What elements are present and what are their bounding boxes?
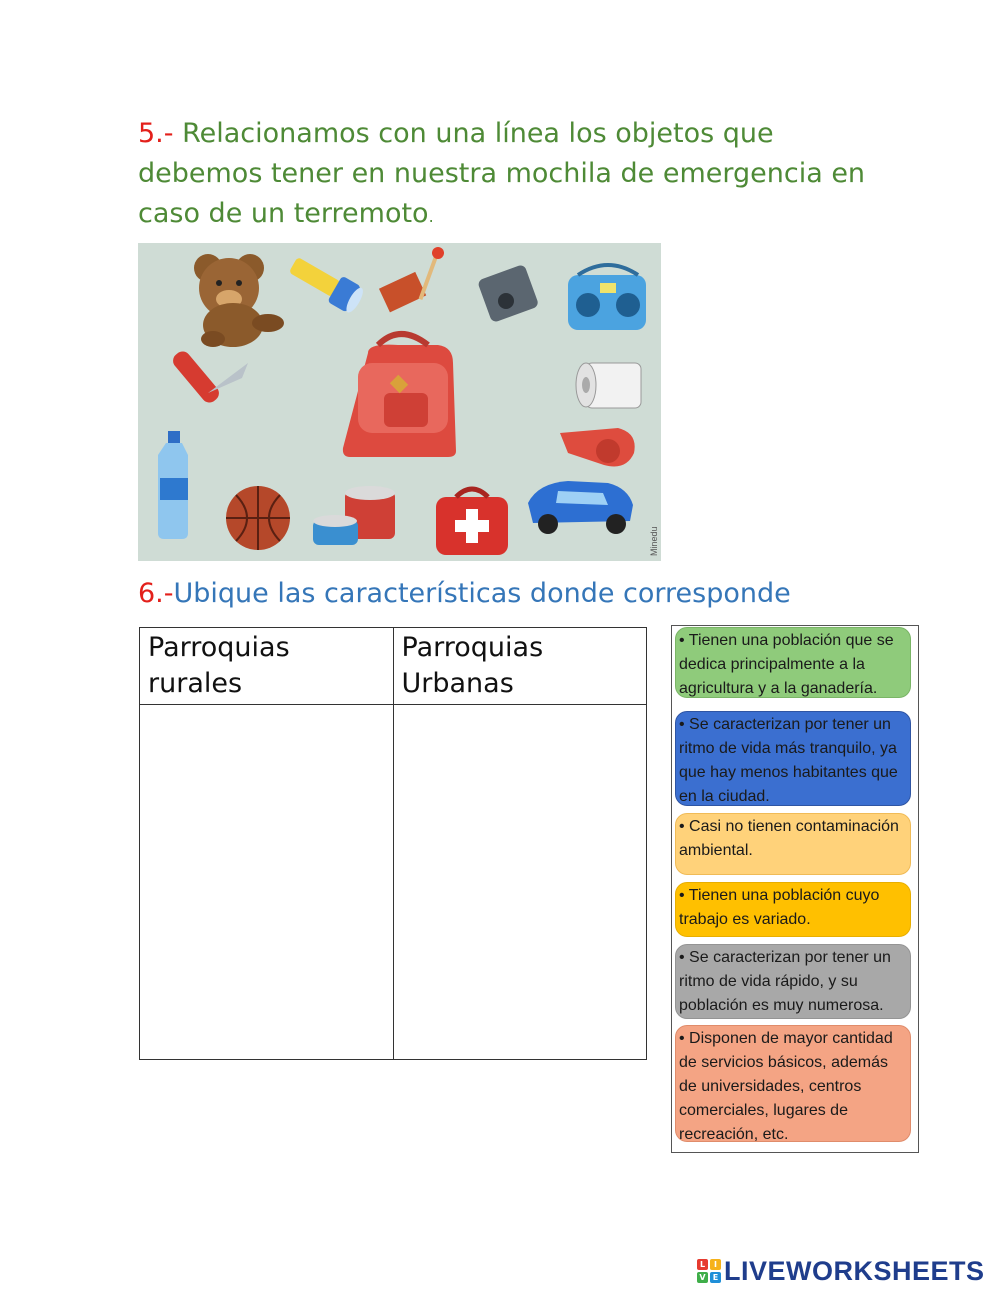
radio-icon xyxy=(568,265,646,330)
drop-zone-rural[interactable] xyxy=(140,705,394,1060)
toy-car-icon xyxy=(528,481,633,534)
teddy-bear-icon xyxy=(194,254,284,347)
liveworksheets-logo xyxy=(697,1256,985,1286)
drop-zone-urban[interactable] xyxy=(393,705,647,1060)
question-5-period: . xyxy=(428,207,434,226)
first-aid-kit-icon xyxy=(436,489,508,555)
question-6-number: 6.- xyxy=(138,578,174,609)
emergency-items-illustration xyxy=(138,243,661,561)
logo-mark-icon: L I V E xyxy=(697,1259,721,1283)
matchbox-icon xyxy=(379,247,444,312)
water-bottle-icon xyxy=(158,431,188,539)
whistle-icon xyxy=(560,428,635,467)
canned-food-icon xyxy=(313,486,395,545)
draggable-card[interactable]: • Se caracterizan por tener un ritmo de vida rápido, y su población es muy numerosa. xyxy=(675,944,911,1019)
classification-table xyxy=(139,627,647,1060)
draggable-card[interactable]: • Disponen de mayor cantidad de servicios básicos, además de universidades, centros comerciales, lugares de recreación, etc. xyxy=(675,1025,911,1142)
header-rural: Parroquias rurales xyxy=(140,628,394,705)
draggable-card[interactable]: • Se caracterizan por tener un ritmo de vida más tranquilo, ya que hay menos habitantes que en la ciudad. xyxy=(675,711,911,806)
pencil-sharpener-icon xyxy=(477,264,539,323)
header-urban: Parroquias Urbanas xyxy=(393,628,647,705)
draggable-card[interactable]: • Casi no tienen contaminación ambiental. xyxy=(675,813,911,875)
draggable-card[interactable]: • Tienen una población que se dedica principalmente a la agricultura y a la ganadería. xyxy=(675,627,911,698)
basketball-icon xyxy=(226,486,290,550)
question-6-title xyxy=(138,574,938,614)
draggable-card[interactable]: • Tienen una población cuyo trabajo es variado. xyxy=(675,882,911,937)
backpack-icon xyxy=(343,334,456,457)
flashlight-icon xyxy=(286,252,367,316)
logo-text: LIVEWORKSHEETS xyxy=(724,1255,985,1286)
question-5-text: Relacionamos con una línea los objetos que debemos tener en nuestra mochila de emergencia en caso de un terremoto xyxy=(138,118,866,229)
question-6-text: Ubique las características donde corresponde xyxy=(173,578,791,609)
question-5-number: 5.- xyxy=(138,118,174,149)
toilet-paper-icon xyxy=(576,363,641,408)
question-5-title xyxy=(138,114,878,237)
pocket-knife-icon xyxy=(170,348,248,406)
image-credit: Minedu xyxy=(649,526,659,556)
